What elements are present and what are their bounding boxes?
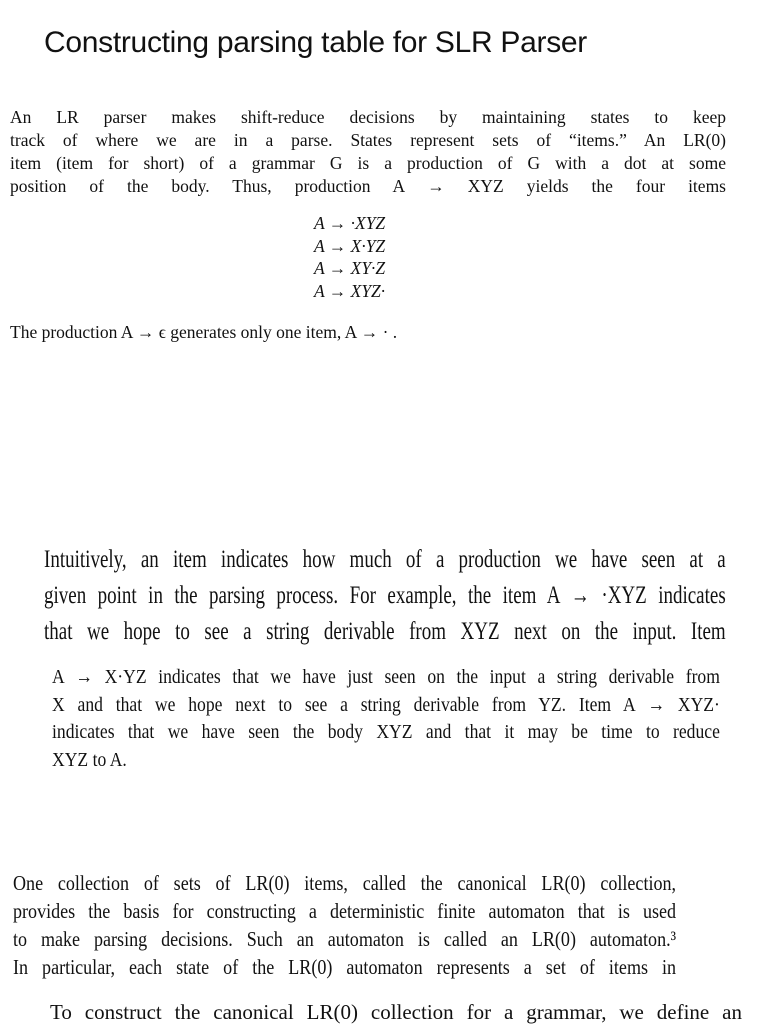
paragraph-lr-items-intro bbox=[10, 106, 726, 198]
text-line: X and that we hope next to see a string derivable from YZ. Item A → XYZ· bbox=[52, 693, 720, 716]
text-line: to make parsing decisions. Such an automaton is called an LR(0) automaton.³ bbox=[13, 927, 677, 951]
text-line: One collection of sets of LR(0) items, called the canonical LR(0) collection, bbox=[13, 871, 677, 895]
epsilon-production-line: The production A → ϵ generates only one item, A → · . bbox=[10, 322, 398, 342]
item-entry: A → XY·Z bbox=[314, 258, 386, 278]
text-line: provides the basis for constructing a deterministic finite automaton that is used bbox=[13, 899, 677, 923]
text-line: In particular, each state of the LR(0) automaton represents a set of items in bbox=[13, 955, 677, 979]
text-line: given point in the parsing process. For example, the item A → ·XYZ indicates bbox=[44, 582, 726, 609]
paragraph-item-intuition bbox=[44, 542, 726, 650]
text-line: A → X·YZ indicates that we have just seen on the input a string derivable from bbox=[52, 666, 720, 688]
text-line: To construct the canonical LR(0) collection for a grammar, we define an bbox=[50, 1000, 742, 1024]
text-line: that we hope to see a string derivable from XYZ next on the input. Item bbox=[44, 618, 726, 645]
paragraph-construct-collection bbox=[50, 998, 742, 1026]
item-entry: A → ·XYZ bbox=[314, 213, 386, 233]
text-line: XYZ to A. bbox=[52, 748, 127, 771]
text-line: indicates that we have seen the body XYZ and that it may be time to reduce bbox=[52, 721, 720, 743]
text-line: track of where we are in a parse. States represent sets of “items.” An LR(0) bbox=[10, 130, 726, 150]
slide-title: Constructing parsing table for SLR Parser bbox=[44, 26, 587, 59]
text-line: position of the body. Thus, production A → XYZ yields the four items bbox=[10, 176, 726, 196]
paragraph-canonical-collection bbox=[13, 869, 676, 981]
paragraph-item-meaning bbox=[52, 664, 720, 774]
text-line: Intuitively, an item indicates how much of a production we have seen at a bbox=[44, 546, 726, 573]
item-entry: A → XYZ· bbox=[314, 280, 386, 301]
item-entry: A → X·YZ bbox=[314, 235, 386, 256]
item-list bbox=[314, 212, 385, 302]
text-line: item (item for short) of a grammar G is a production of G with a dot at some bbox=[10, 153, 726, 173]
text-line: An LR parser makes shift-reduce decisions by maintaining states to keep bbox=[10, 107, 726, 127]
